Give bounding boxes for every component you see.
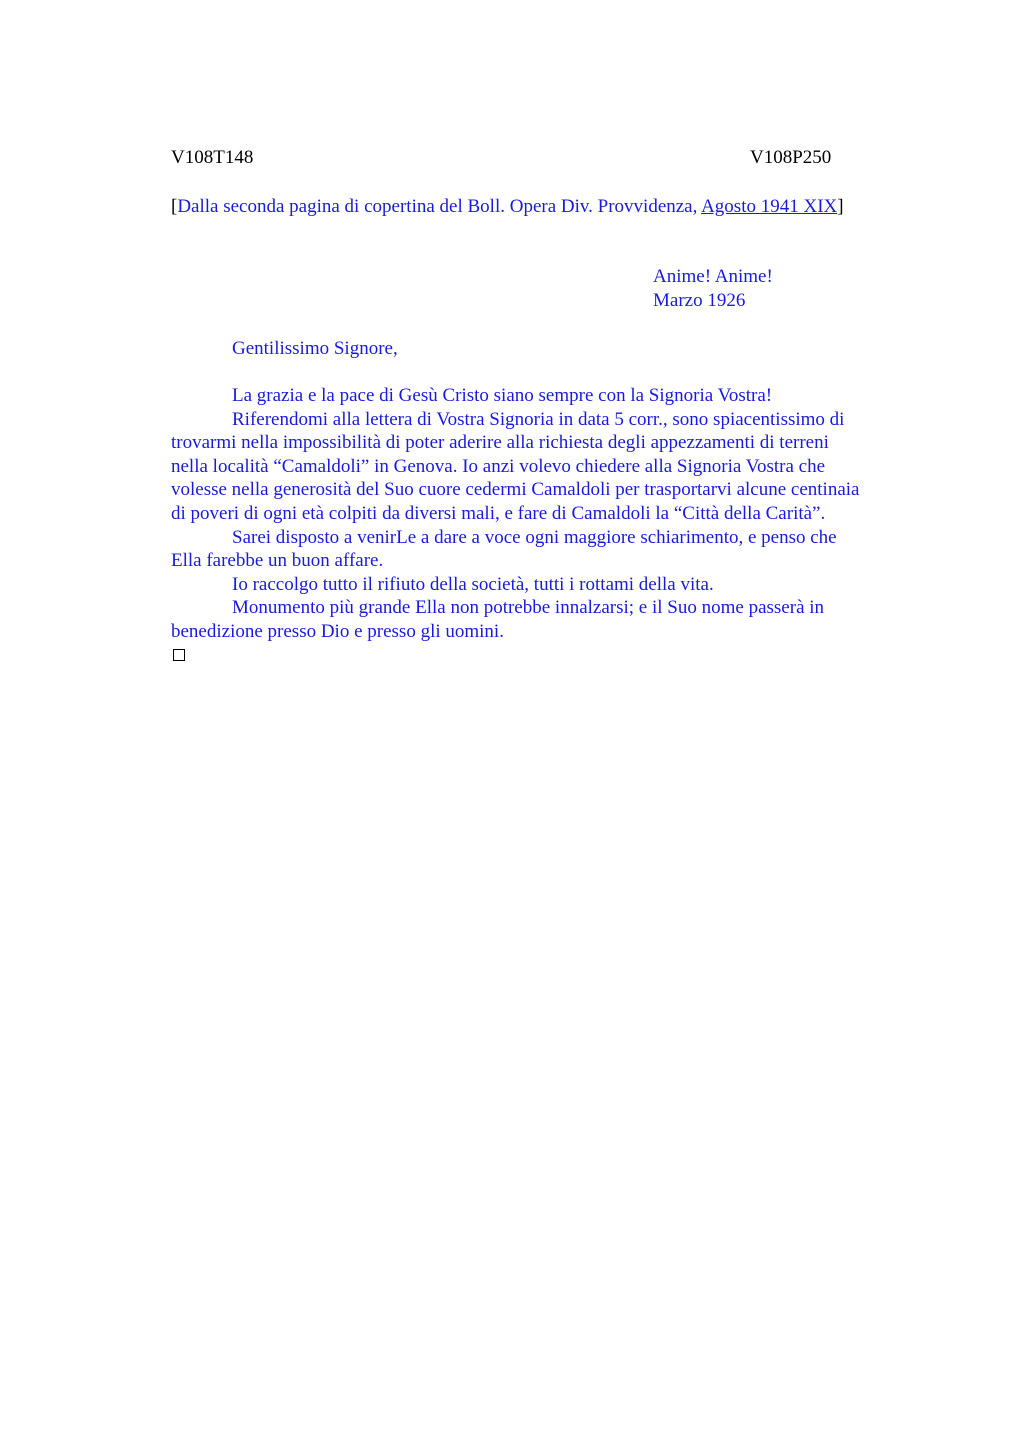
source-text: Dalla seconda pagina di copertina del Boll. Opera Div. Provvidenza, bbox=[177, 196, 702, 217]
body-paragraph bbox=[171, 408, 921, 526]
end-of-document-box-icon bbox=[173, 649, 185, 661]
source-note bbox=[171, 195, 844, 219]
body-line: trovarmi nella impossibilità di poter aderire alla richiesta degli appezzamenti di terreni bbox=[171, 432, 829, 454]
source-open-bracket: [ bbox=[171, 196, 178, 217]
body-line: di poveri di ogni età colpiti da diversi mali, e fare di Camaldoli la “Città della Carità”. bbox=[171, 502, 826, 524]
source-close-bracket: ] bbox=[837, 196, 844, 217]
body-line: Sarei disposto a venirLe a dare a voce ogni maggiore schiarimento, e penso che bbox=[232, 526, 837, 548]
body-line: benedizione presso Dio e presso gli uomini. bbox=[171, 620, 504, 642]
letter-body bbox=[171, 384, 921, 644]
letter-date: Marzo 1926 bbox=[653, 289, 746, 311]
body-paragraph bbox=[171, 573, 921, 597]
body-line: nella località “Camaldoli” in Genova. Io anzi volevo chiedere alla Signoria Vostra che bbox=[171, 455, 826, 477]
letter-heading bbox=[653, 265, 773, 312]
body-line: Io raccolgo tutto il rifiuto della società, tutti i rottami della vita. bbox=[232, 573, 714, 595]
body-line: La grazia e la pace di Gesù Cristo siano sempre con la Signoria Vostra! bbox=[232, 385, 773, 406]
body-line: Riferendomi alla lettera di Vostra Signoria in data 5 corr., sono spiacentissimo di bbox=[232, 408, 845, 430]
reference-code-left: V108T148 bbox=[171, 147, 254, 168]
body-paragraph bbox=[171, 384, 921, 408]
letter-motto: Anime! Anime! bbox=[653, 266, 773, 287]
letter-salutation: Gentilissimo Signore, bbox=[232, 338, 398, 359]
body-paragraph bbox=[171, 526, 921, 573]
body-line: volesse nella generosità del Suo cuore cedermi Camaldoli per trasportarvi alcune centinaia bbox=[171, 479, 860, 501]
body-paragraph bbox=[171, 596, 921, 643]
body-line: Ella farebbe un buon affare. bbox=[171, 550, 384, 572]
body-line: Monumento più grande Ella non potrebbe innalzarsi; e il Suo nome passerà in bbox=[232, 597, 825, 619]
reference-code-right: V108P250 bbox=[750, 147, 832, 168]
source-link[interactable]: Agosto 1941 XIX bbox=[701, 196, 838, 217]
